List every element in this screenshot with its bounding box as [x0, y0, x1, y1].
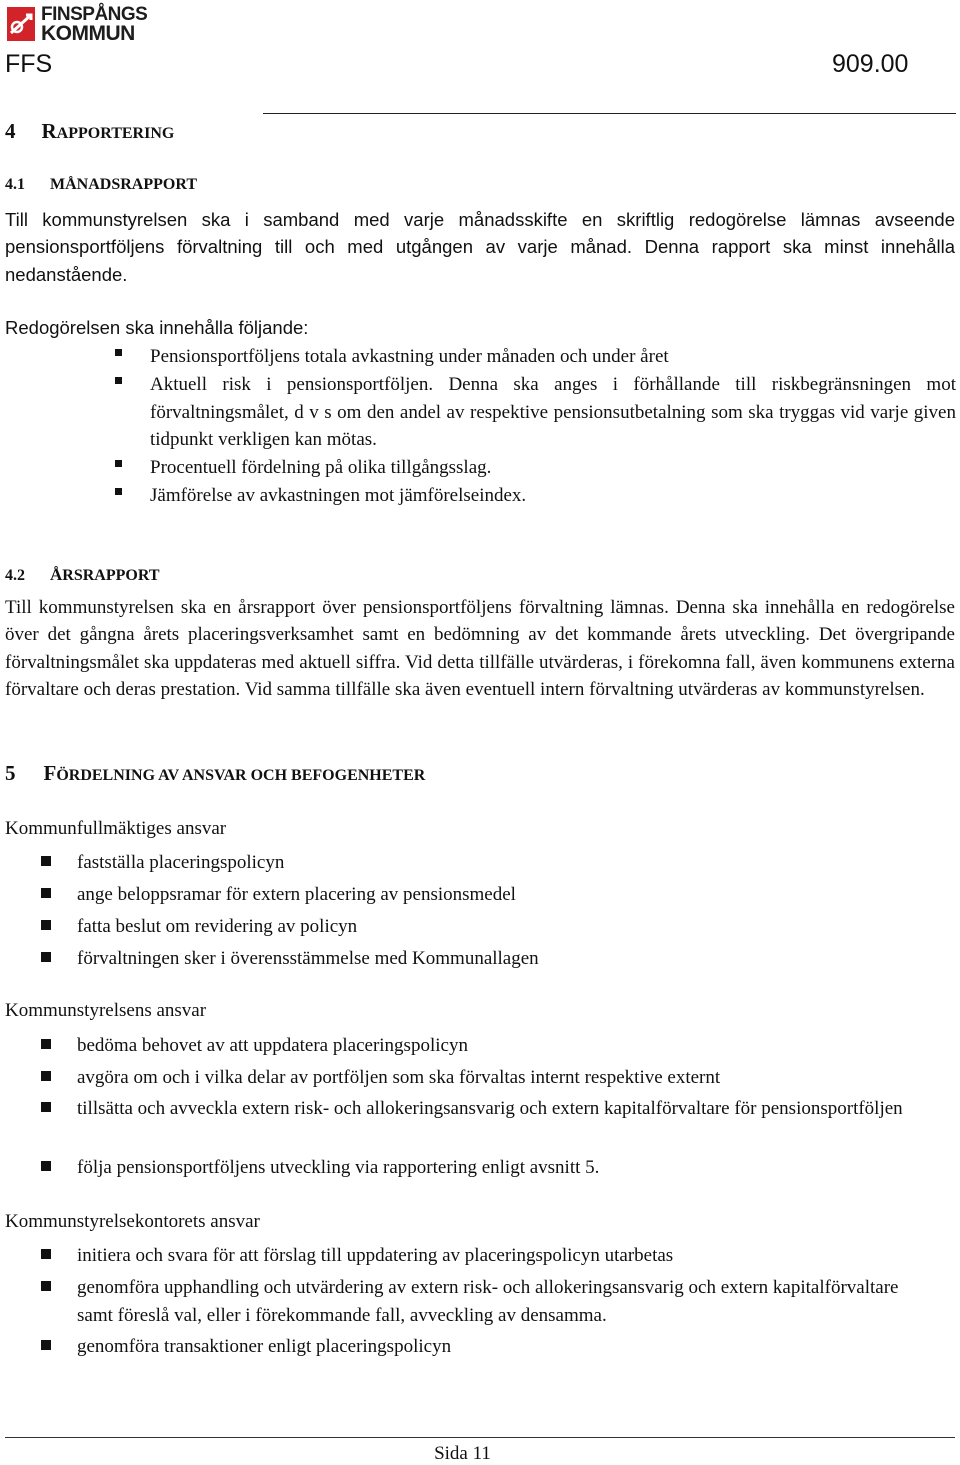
list-item: följa pensionsportföljens utveckling via rapportering enligt avsnitt 5. — [77, 1157, 600, 1178]
list-item: tillsätta och avveckla extern risk- och allokeringsansvarig och extern kapitalförvaltare för pensionsportföljen — [77, 1098, 903, 1119]
section-title-initial: R — [41, 119, 57, 143]
subsection-title-rest: RSRAPPORT — [62, 567, 160, 584]
subsection-4-2-heading — [5, 565, 160, 585]
logo-text-line1: FINSPÅNGS — [41, 4, 148, 25]
subsection-title: MÅNADSRAPPORT — [50, 176, 197, 193]
section-number: 4 — [5, 119, 16, 143]
list-item: Pensionsportföljens totala avkastning under månaden och under året — [150, 346, 669, 367]
section-5-heading — [5, 761, 425, 786]
section-title-rest: ÖRDELNING AV ANSVAR OCH BEFOGENHETER — [56, 767, 426, 784]
list-item: ange beloppsramar för extern placering av pensionsmedel — [77, 884, 516, 905]
list-item: genomföra upphandling och utvärdering av extern risk- och allokeringsansvarig och extern kapitalförvaltare samt föreslå val, eller i förekommande fall, avveckling av densamma. — [77, 1277, 899, 1326]
list-item: Aktuell risk i pensionsportföljen. Denna ska anges i förhållande till riskbegränsningen mot förvaltningsmålet, d v s om den andel av respektive pensionsutbetalning som ska tryggas vid varje given tidpunkt verkligen kan mötas. — [150, 374, 956, 450]
municipality-logo — [7, 4, 177, 44]
bullet-square-icon — [41, 1281, 51, 1291]
bullet-square-icon — [115, 377, 122, 384]
bullet-square-icon — [115, 460, 122, 467]
bullet-square-icon — [41, 1161, 51, 1171]
section-4-heading — [5, 119, 174, 144]
responsibility-group-label: Kommunstyrelsens ansvar — [5, 1000, 207, 1021]
bullet-square-icon — [41, 1340, 51, 1350]
bullet-square-icon — [41, 1039, 51, 1049]
section-number: 5 — [5, 761, 16, 785]
annual-report-paragraph: Till kommunstyrelsen ska en årsrapport över pensionsportföljens förvaltning lämnas. Denna ska innehålla en redogörelse över det gångna årets placeringsverksamhet samt en bedömning av det kommande årets utveckling. Det övergripande förvaltningsmålet ska uppdateras med aktuell siffra. Vid detta tillfälle utvärderas, i förekomna fall, även kommunens externa förvaltare och deras prestation. Vid samma tillfälle ska även eventuell intern förvaltning utvärderas av kommunstyrelsen. — [5, 597, 955, 700]
page-number: Sida 11 — [434, 1443, 491, 1464]
list-item: bedöma behovet av att uppdatera placeringspolicyn — [77, 1035, 468, 1056]
subsection-4-1-heading — [5, 176, 197, 194]
document-code: FFS — [5, 50, 53, 78]
bullet-square-icon — [115, 349, 122, 356]
bullet-square-icon — [41, 856, 51, 866]
list-item: Jämförelse av avkastningen mot jämförelseindex. — [150, 485, 527, 506]
header-divider — [263, 113, 956, 114]
subsection-title-initial: Å — [50, 565, 63, 584]
bullet-square-icon — [41, 1102, 51, 1112]
list-item: fatta beslut om revidering av policyn — [77, 916, 358, 937]
coat-of-arms-icon — [7, 7, 35, 41]
bullet-square-icon — [41, 920, 51, 930]
section-title-initial: F — [43, 761, 57, 785]
responsibility-group-label: Kommunstyrelsekontorets ansvar — [5, 1211, 260, 1232]
monthly-report-paragraph: Till kommunstyrelsen ska i samband med varje månadsskifte en skriftlig redogörelse lämnas avseende pensionsportföljens förvaltning till och med utgången av varje månad. Denna rapport ska minst innehålla nedanstående. — [5, 209, 955, 285]
section-title-rest: APPORTERING — [56, 125, 175, 142]
logo-text-line2: KOMMUN — [41, 22, 135, 45]
bullet-square-icon — [115, 488, 122, 495]
list-item: fastställa placeringspolicyn — [77, 852, 285, 873]
bullet-square-icon — [41, 888, 51, 898]
bullet-square-icon — [41, 1071, 51, 1081]
list-item: förvaltningen sker i överensstämmelse med Kommunallagen — [77, 948, 539, 969]
responsibility-group-label: Kommunfullmäktiges ansvar — [5, 818, 227, 839]
list-item: avgöra om och i vilka delar av portföljen som ska förvaltas internt respektive externt — [77, 1067, 721, 1088]
footer-divider — [5, 1437, 955, 1438]
subsection-number: 4.2 — [5, 567, 25, 584]
document-number: 909.00 — [832, 50, 909, 78]
list-intro: Redogörelsen ska innehålla följande: — [5, 317, 309, 338]
bullet-square-icon — [41, 952, 51, 962]
list-item: initiera och svara för att förslag till uppdatering av placeringspolicyn utarbetas — [77, 1245, 674, 1266]
list-item: Procentuell fördelning på olika tillgångsslag. — [150, 457, 492, 478]
subsection-number: 4.1 — [5, 176, 25, 193]
bullet-square-icon — [41, 1249, 51, 1259]
list-item: genomföra transaktioner enligt placeringspolicyn — [77, 1336, 452, 1357]
